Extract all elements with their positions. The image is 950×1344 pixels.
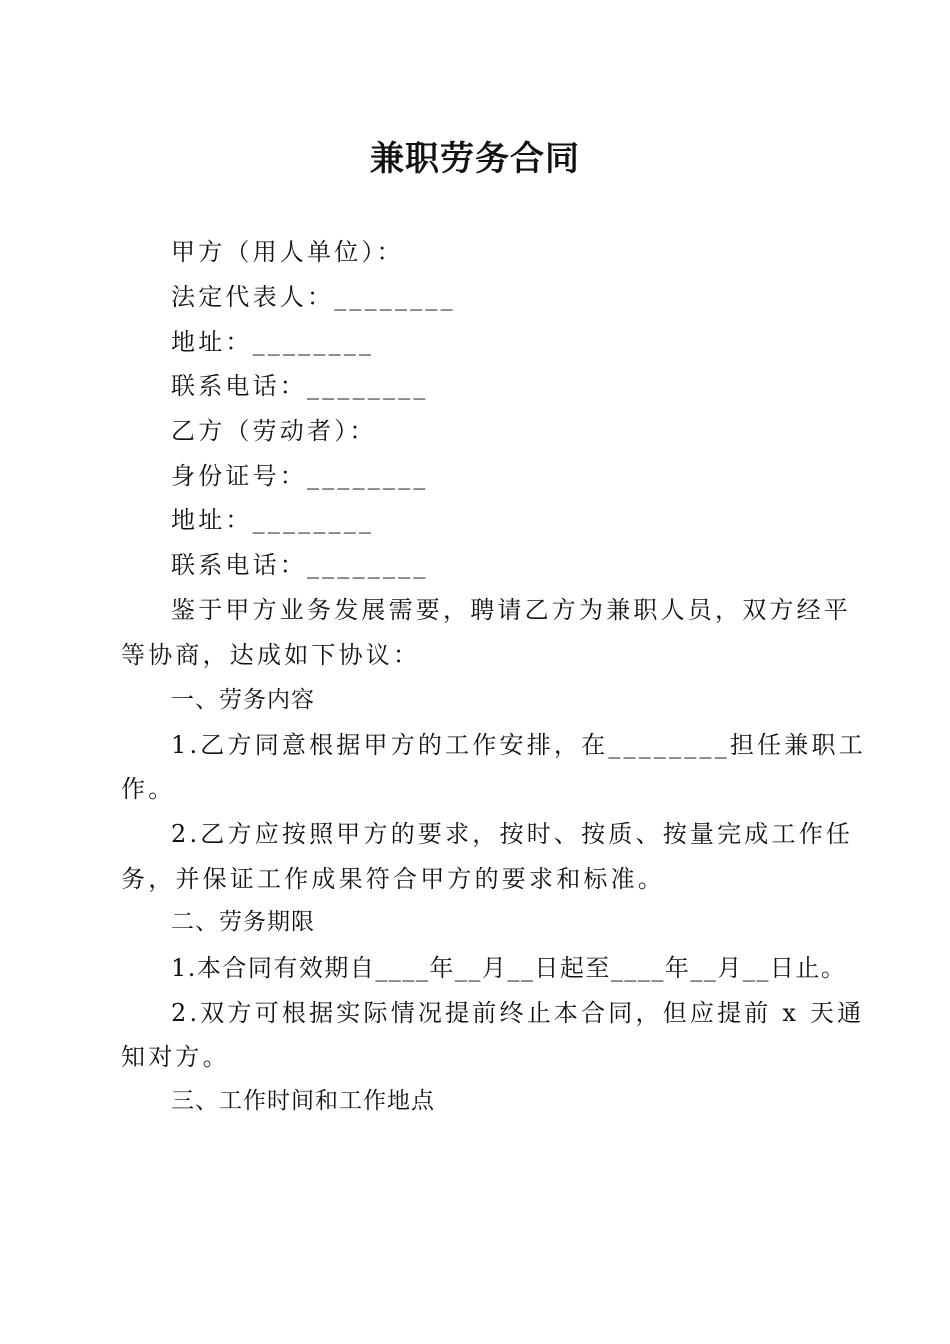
party-a-representative: 法定代表人：________ bbox=[171, 283, 456, 311]
preamble-line-1: 鉴于甲方业务发展需要，聘请乙方为兼职人员，双方经平 bbox=[171, 596, 851, 624]
party-a-phone: 联系电话：________ bbox=[171, 372, 429, 400]
section-1-item-2-line-1: 2.乙方应按照甲方的要求，按时、按质、按量完成工作任 bbox=[171, 820, 854, 848]
section-3-heading: 三、工作时间和工作地点 bbox=[171, 1088, 435, 1114]
section-1-heading: 一、劳务内容 bbox=[171, 687, 315, 713]
party-b-header: 乙方（劳动者）： bbox=[171, 417, 377, 445]
party-b-id-number: 身份证号：________ bbox=[171, 462, 429, 490]
party-a-address: 地址：________ bbox=[171, 328, 375, 356]
document-title: 兼职劳务合同 bbox=[370, 139, 580, 179]
section-2-item-1: 1.本合同有效期自____年__月__日起至____年__月__日止。 bbox=[171, 954, 847, 982]
preamble-line-2: 等协商，达成如下协议： bbox=[121, 641, 421, 669]
party-a-header: 甲方（用人单位）： bbox=[171, 238, 404, 266]
section-1-item-1-line-1: 1.乙方同意根据甲方的工作安排，在________担任兼职工 bbox=[171, 731, 866, 759]
party-b-address: 地址：________ bbox=[171, 506, 375, 534]
section-2-item-2-line-2: 知对方。 bbox=[121, 1043, 230, 1071]
section-1-item-1-line-2: 作。 bbox=[121, 775, 176, 803]
section-2-item-2-line-1: 2.双方可根据实际情况提前终止本合同，但应提前 x 天通 bbox=[171, 999, 865, 1027]
section-1-item-2-line-2: 务，并保证工作成果符合甲方的要求和标准。 bbox=[121, 865, 665, 893]
section-2-heading: 二、劳务期限 bbox=[171, 909, 315, 935]
party-b-phone: 联系电话：________ bbox=[171, 551, 429, 579]
